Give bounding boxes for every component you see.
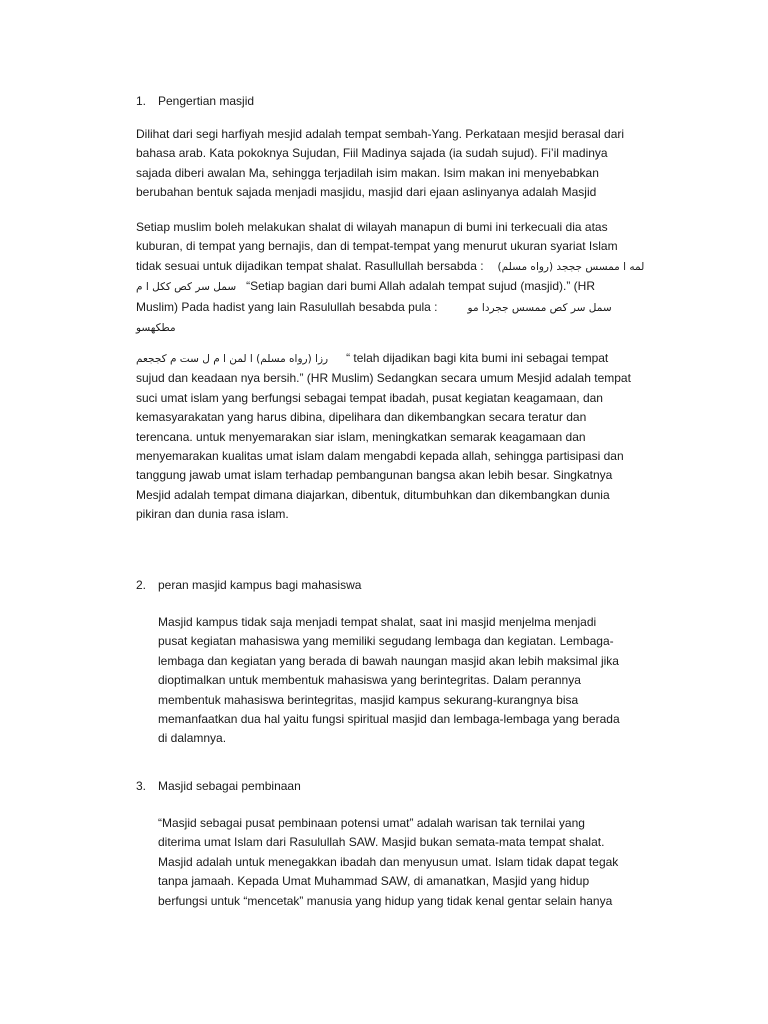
paragraph-line — [136, 298, 644, 318]
paragraph-line: di dalamnya. — [158, 731, 227, 746]
paragraph-line: tanggung jawab umat islam terhadap pembangunan bangsa akan lebih besar. Singkatnya — [136, 468, 613, 483]
section-1-paragraph-3 — [136, 349, 631, 525]
section-1-heading — [136, 91, 254, 111]
paragraph-line: Masjid adalah untuk menegakkan ibadah dan menyusun umat. Islam tidak dapat tegak — [158, 854, 619, 869]
paragraph-text: “ telah dijadikan bagi kita bumi ini sebagai tempat — [346, 351, 609, 365]
paragraph-line: kuburan, di tempat yang bernajis, dan di tempat-tempat yang menurut ukuran syariat Islam — [136, 239, 618, 254]
paragraph-line: membentuk mahasiswa berintegritas, masjid kampus sekurang-kurangnya bisa — [158, 692, 579, 707]
paragraph-line: tanpa jamaah. Kepada Umat Muhammad SAW, di amanatkan, Masjid yang hidup — [158, 874, 590, 889]
arabic-text: سمل سر كص ككل ا م — [136, 281, 237, 294]
section-2-number: 2. — [136, 578, 147, 592]
paragraph-line: terencana. untuk menyemarakan siar islam, meningkatkan semarak keagamaan dan — [136, 429, 586, 444]
arabic-text: مطكهسو — [136, 322, 176, 335]
paragraph-line — [136, 257, 644, 277]
paragraph-line: bahasa arab. Kata pokoknya Sujudan, Fiil Madinya sajada (ia sudah sujud). Fi’il madinya — [136, 146, 608, 161]
arabic-text: رزا (رواه مسلم) ا لمن ا م ل ست م كججعم — [136, 353, 329, 365]
section-2-paragraph-1 — [158, 613, 620, 749]
section-3-title: Masjid sebagai pembinaan — [158, 779, 301, 793]
arabic-text: لمه ا ممسس جججد (رواه مسلم) — [497, 260, 645, 273]
paragraph-line: suci umat islam yang berfungsi sebagai tempat ibadah, pusat kegiatan keagamaan, dan — [136, 390, 603, 405]
paragraph-line: sujud dan keadaan nya bersih.” (HR Muslim) Sedangkan secara umum Mesjid adalah tempat — [136, 371, 631, 386]
paragraph-line: Dilihat dari segi harfiyah mesjid adalah tempat sembah-Yang. Perkataan mesjid berasal dari — [136, 127, 625, 141]
paragraph-line: Mesjid adalah tempat dimana diajarkan, dibentuk, ditumbuhkan dan dikembangkan dunia — [136, 487, 610, 502]
paragraph-line: berfungsi untuk “mencetak” manusia yang hidup yang tidak kenal gentar selain hanya — [158, 893, 613, 908]
paragraph-text: “Setiap bagian dari bumi Allah adalah tempat sujud (masjid).” (HR — [246, 279, 595, 294]
section-3-paragraph-1 — [158, 814, 618, 911]
section-2-title: peran masjid kampus bagi mahasiswa — [158, 578, 362, 592]
paragraph-line: lembaga dan kegiatan yang berada di bawah naungan masjid akan lebih maksimal jika — [158, 653, 619, 668]
paragraph-line: pikiran dan dunia rasa islam. — [136, 507, 289, 522]
paragraph-line: pusat kegiatan mahasiswa yang memiliki segudang lembaga dan kegiatan. Lembaga- — [158, 634, 614, 649]
section-3-number: 3. — [136, 779, 147, 793]
paragraph-line: Setiap muslim boleh melakukan shalat di wilayah manapun di bumi ini terkecuali dia atas — [136, 220, 608, 234]
paragraph-line: diterima umat Islam dari Rasulullah SAW. Masjid bukan semata-mata tempat shalat. — [158, 835, 605, 850]
paragraph-text: Muslim) Pada hadist yang lain Rasulullah besabda pula : — [136, 299, 438, 314]
arabic-text: سمل سر كص ممسس ججردا مو — [467, 301, 612, 314]
paragraph-line: sajada diberi awalan Ma, sehingga terjadilah isim makan. Isim makan ini menyebabkan — [136, 165, 599, 180]
paragraph-line: memanfaatkan dua hal yaitu fungsi spiritual masjid dan lembaga-lembaga yang berada — [158, 712, 620, 727]
section-1-paragraph-1 — [136, 125, 624, 203]
paragraph-line: dioptimalkan untuk membentuk mahasiswa yang berintegritas. Dalam perannya — [158, 673, 581, 688]
paragraph-line: kemasyarakatan yang harus dibina, dipelihara dan dikembangkan secara teratur dan — [136, 410, 587, 425]
paragraph-line: Masjid kampus tidak saja menjadi tempat shalat, saat ini masjid menjelma menjadi — [158, 615, 597, 629]
paragraph-line: menyemarakan kualitas umat islam dalam mengabdi kepada allah, sehingga partisipasi dan — [136, 449, 624, 464]
section-3-heading — [136, 776, 301, 796]
paragraph-line — [136, 277, 644, 297]
section-2-heading — [136, 575, 361, 595]
paragraph-line — [136, 349, 631, 369]
section-1-number: 1. — [136, 94, 147, 108]
paragraph-line — [136, 318, 644, 338]
section-1-title: Pengertian masjid — [158, 94, 255, 108]
paragraph-line: “Masjid sebagai pusat pembinaan potensi umat” adalah warisan tak ternilai yang — [158, 816, 585, 830]
paragraph-text: tidak sesuai untuk dijadikan tempat shalat. Rasullullah bersabda : — [136, 258, 484, 273]
paragraph-line: berubahan bentuk sajada menjadi masjidu, masjid dari ejaan aslinyanya adalah Masjid — [136, 185, 597, 200]
section-1-paragraph-2 — [136, 218, 644, 338]
